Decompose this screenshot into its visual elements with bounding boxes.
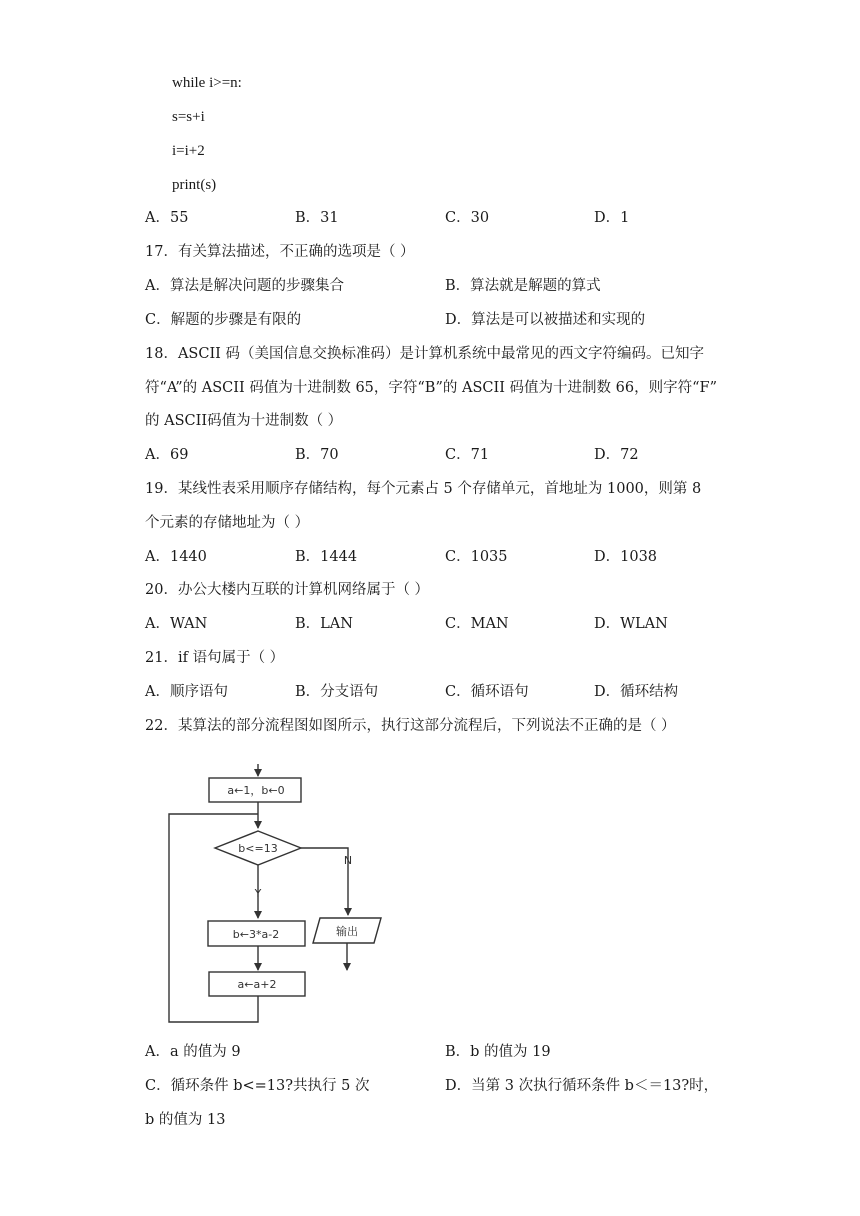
q19-option-b: B．1444	[295, 549, 358, 565]
q19-option-d: D．1038	[594, 549, 658, 565]
q18-option-c: C．71	[445, 447, 490, 463]
q21-option-c: C．循环语句	[445, 684, 529, 700]
q22-option-a: A．a 的值为 9	[145, 1044, 241, 1060]
q19-option-a: A．1440	[145, 549, 207, 565]
q21-option-a: A．顺序语句	[145, 684, 228, 700]
q17-option-a: A．算法是解决问题的步骤集合	[145, 278, 344, 294]
q16-option-a: A．55	[145, 210, 189, 226]
q17-option-d: D．算法是可以被描述和实现的	[445, 312, 646, 328]
q20-option-c: C．MAN	[445, 616, 509, 632]
q16-option-c: C．30	[445, 210, 490, 226]
q18-stem-line: 符“A”的 ASCII 码值为十进制数 65，字符“B”的 ASCII 码值为十进制数 66，则字符“F”	[145, 380, 717, 396]
q22-option-c: C．循环条件 b<=13?共执行 5 次	[145, 1078, 370, 1094]
q18-option-a: A．69	[145, 447, 189, 463]
flow-no-label: N	[343, 854, 353, 867]
q22-flowchart	[160, 760, 400, 1030]
q20-option-d: D．WLAN	[594, 616, 668, 632]
q22-option-d: D．当第 3 次执行循环条件 b＜＝13?时，	[445, 1078, 719, 1094]
flow-step2-text: a←a+2	[237, 978, 277, 991]
q16-option-d: D．1	[594, 210, 630, 226]
q19-stem-line: 个元素的存储地址为（ ）	[145, 515, 310, 531]
q18-option-b: B．70	[295, 447, 339, 463]
q20-stem: 20．办公大楼内互联的计算机网络属于（ ）	[145, 582, 430, 598]
flow-output-text: 输出	[336, 925, 358, 938]
flow-yes-label: Y	[254, 887, 262, 900]
q21-option-b: B．分支语句	[295, 684, 379, 700]
q17-option-b: B．算法就是解题的算式	[445, 278, 601, 294]
q20-option-a: A．WAN	[145, 616, 208, 632]
flow-step1-text: b←3*a-2	[232, 928, 280, 941]
q18-stem-line: 18．ASCII 码（美国信息交换标准码）是计算机系统中最常见的西文字符编码。已知字	[145, 346, 705, 362]
q22-stem: 22．某算法的部分流程图如图所示，执行这部分流程后，下列说法不正确的是（ ）	[145, 718, 676, 734]
code-line: while i>=n:	[172, 75, 242, 91]
q17-option-c: C．解题的步骤是有限的	[145, 312, 302, 328]
flow-init-text: a←1，b←0	[227, 784, 285, 797]
q22-option-b: B．b 的值为 19	[445, 1044, 551, 1060]
q21-option-d: D．循环结构	[594, 684, 679, 700]
q18-option-d: D．72	[594, 447, 639, 463]
code-line: print(s)	[172, 177, 217, 193]
q22-option-d-continued: b 的值为 13	[145, 1112, 226, 1128]
code-line: i=i+2	[172, 143, 205, 159]
q19-stem-line: 19．某线性表采用顺序存储结构，每个元素占 5 个存储单元，首地址为 1000，则第 8	[145, 481, 702, 497]
q20-option-b: B．LAN	[295, 616, 353, 632]
q16-option-b: B．31	[295, 210, 339, 226]
q19-option-c: C．1035	[445, 549, 508, 565]
q21-stem: 21．if 语句属于（ ）	[145, 650, 285, 666]
q18-stem-line: 的 ASCII码值为十进制数（ ）	[145, 413, 343, 429]
q17-stem: 17．有关算法描述，不正确的选项是（ ）	[145, 244, 415, 260]
code-line: s=s+i	[172, 109, 205, 125]
flow-cond-text: b<=13	[238, 842, 278, 855]
